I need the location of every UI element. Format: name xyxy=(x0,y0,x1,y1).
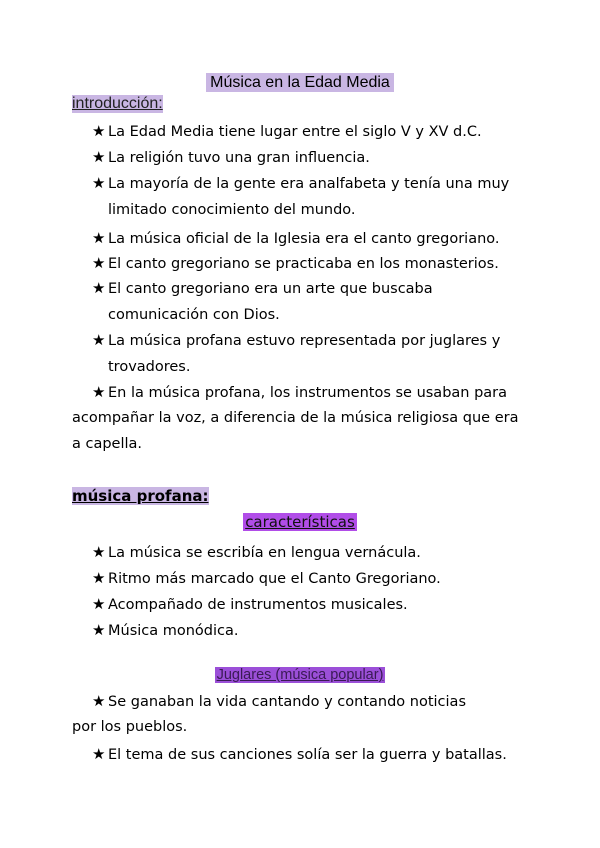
intro-bullet-4: ★ La música oficial de la Iglesia era el canto gregoriano. xyxy=(92,225,500,252)
intro-para-line-1: ★ En la música profana, los instrumentos se usaban para xyxy=(92,379,507,406)
star-icon: ★ xyxy=(92,595,106,613)
intro-bullet-7: ★ La música profana estuvo representada por juglares y trovadores. xyxy=(92,327,500,380)
star-icon: ★ xyxy=(92,692,106,710)
star-icon: ★ xyxy=(92,174,106,192)
profana-bullet-2: ★ Ritmo más marcado que el Canto Gregoriano. xyxy=(92,565,441,592)
profana-heading: música profana: xyxy=(72,487,209,505)
intro-bullet-6: ★ El canto gregoriano era un arte que buscaba comunicación con Dios. xyxy=(92,275,433,328)
juglares-heading: Juglares (música popular) xyxy=(216,667,384,683)
star-icon: ★ xyxy=(92,383,106,401)
profana-bullet-3: ★ Acompañado de instrumentos musicales. xyxy=(92,591,408,618)
star-icon: ★ xyxy=(92,543,106,561)
intro-bullet-1: ★ La Edad Media tiene lugar entre el siglo V y XV d.C. xyxy=(92,118,482,145)
page-title: Música en la Edad Media xyxy=(206,73,394,92)
intro-heading: introducción: xyxy=(72,95,163,112)
star-icon: ★ xyxy=(92,122,106,140)
intro-para-line-2: acompañar la voz, a diferencia de la música religiosa que era xyxy=(72,410,519,426)
star-icon: ★ xyxy=(92,621,106,639)
star-icon: ★ xyxy=(92,745,106,763)
profana-bullet-1: ★ La música se escribía en lengua vernácula. xyxy=(92,539,421,566)
intro-para-line-3: a capella. xyxy=(72,436,143,452)
star-icon: ★ xyxy=(92,569,106,587)
intro-bullet-3: ★ La mayoría de la gente era analfabeta y tenía una muy limitado conocimiento del mundo. xyxy=(92,170,509,223)
star-icon: ★ xyxy=(92,279,106,297)
characteristics-heading: características xyxy=(245,513,355,531)
star-icon: ★ xyxy=(92,254,106,272)
juglares-para-line-1: ★ Se ganaban la vida cantando y contando noticias xyxy=(92,688,466,715)
profana-bullet-4: ★ Música monódica. xyxy=(92,617,239,644)
intro-bullet-2: ★ La religión tuvo una gran influencia. xyxy=(92,144,370,171)
juglares-para-line-2: por los pueblos. xyxy=(72,719,188,735)
star-icon: ★ xyxy=(92,229,106,247)
star-icon: ★ xyxy=(92,331,106,349)
intro-bullet-5: ★ El canto gregoriano se practicaba en los monasterios. xyxy=(92,250,499,277)
juglares-bullet-1: ★ El tema de sus canciones solía ser la guerra y batallas. xyxy=(92,741,507,768)
star-icon: ★ xyxy=(92,148,106,166)
